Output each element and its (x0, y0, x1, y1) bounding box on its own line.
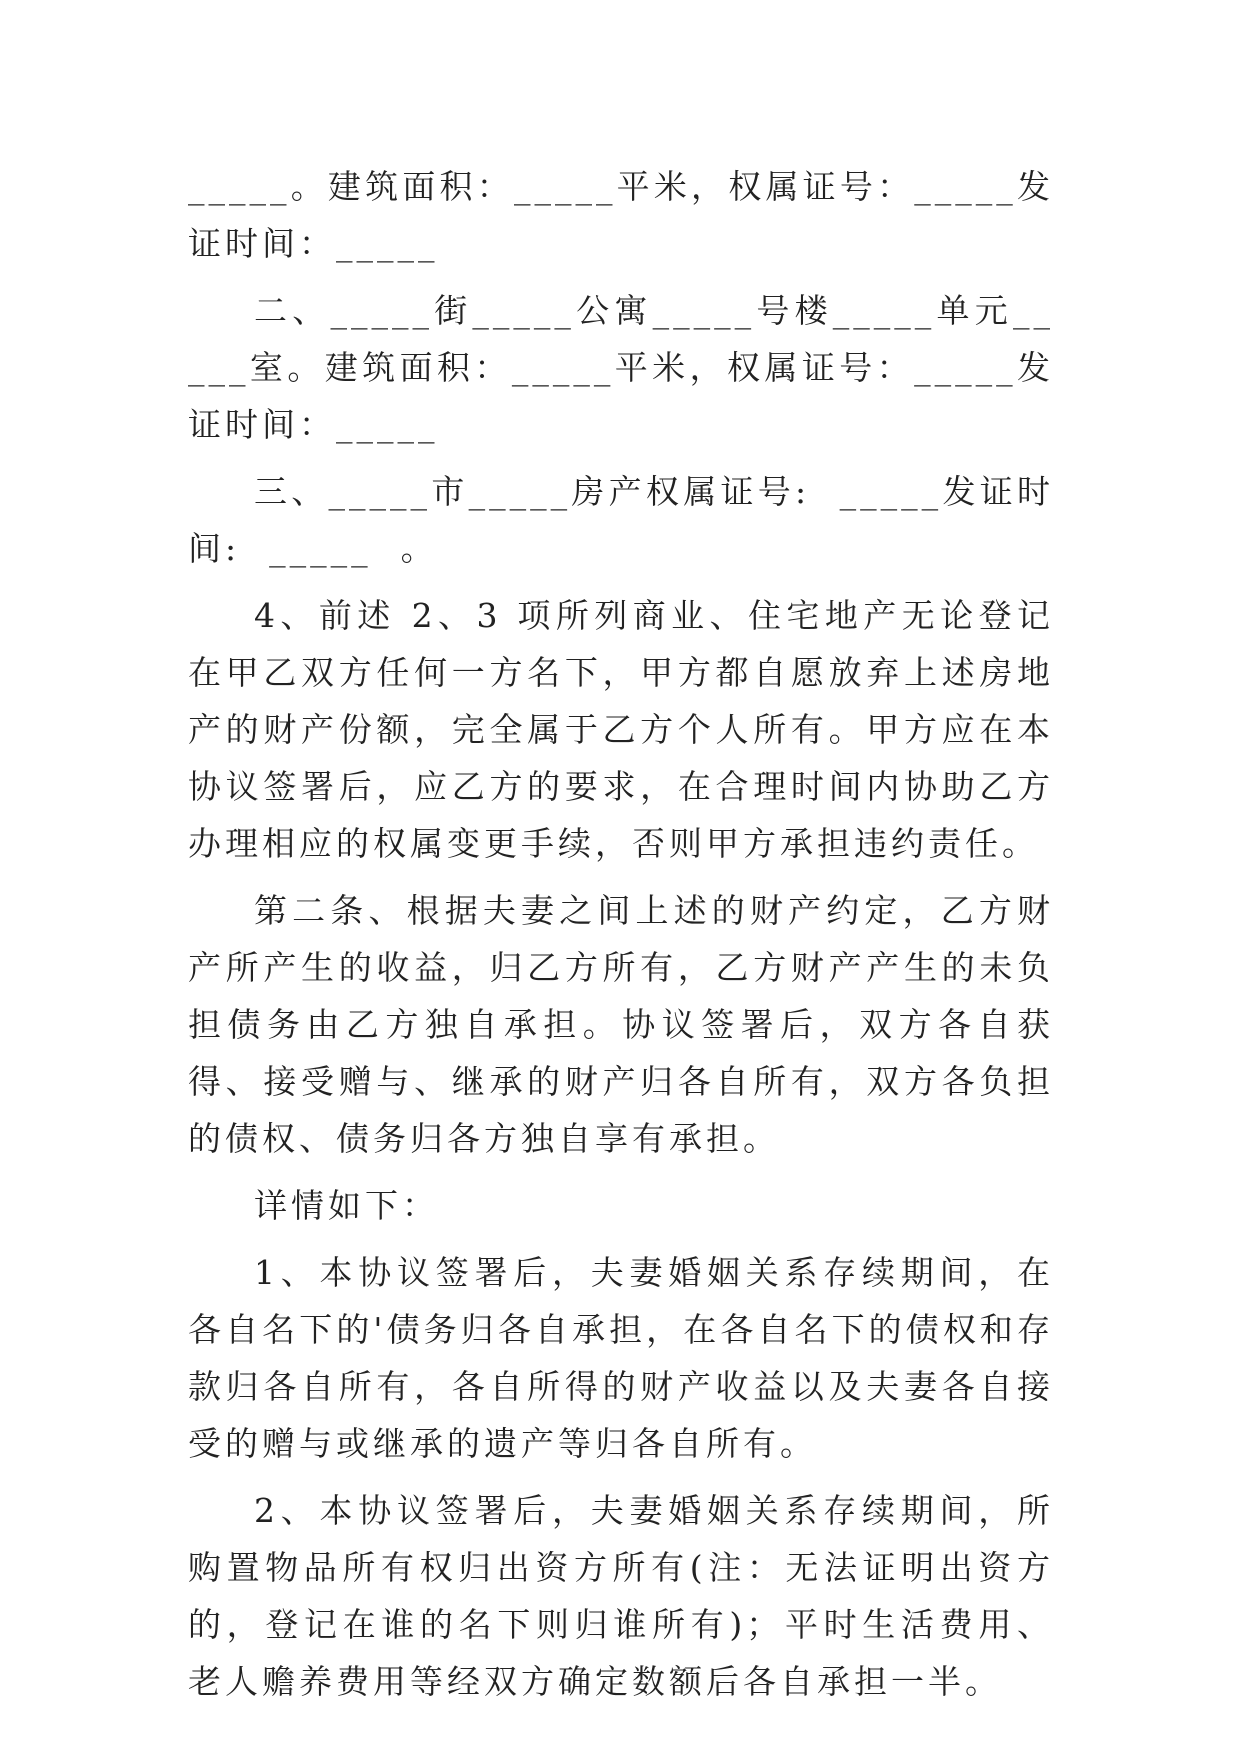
paragraph-property-one-continued: _____。建筑面积：_____平米，权属证号：_____发证时间：_____ (188, 167, 1054, 263)
document-body (188, 158, 1054, 1720)
paragraph-detail-two: 2、本协议签署后，夫妻婚姻关系存续期间，所购置物品所有权归出资方所有(注：无法证明出资方的，登记在谁的名下则归谁所有)；平时生活费用、老人赡养费用等经双方确定数额后各自承担一半。 (188, 1491, 1054, 1701)
paragraph-article-two: 第二条、根据夫妻之间上述的财产约定，乙方财产所产生的收益，归乙方所有，乙方财产产生的未负担债务由乙方独自承担。协议签署后，双方各自获得、接受赠与、继承的财产归各自所有，双方各负担的债权、债务归各方独自享有承担。 (188, 891, 1054, 1158)
paragraph-clause-four: 4、前述 2、3 项所列商业、住宅地产无论登记在甲乙双方任何一方名下，甲方都自愿放弃上述房地产的财产份额，完全属于乙方个人所有。甲方应在本协议签署后，应乙方的要求，在合理时间内协助乙方办理相应的权属变更手续，否则甲方承担违约责任。 (188, 596, 1054, 863)
paragraph-details-heading: 详情如下： (254, 1186, 439, 1225)
paragraph-detail-one: 1、本协议签署后，夫妻婚姻关系存续期间，在各自名下的'债务归各自承担，在各自名下的债权和存款归各自所有，各自所得的财产收益以及夫妻各自接受的赠与或继承的遗产等归各自所有。 (188, 1253, 1054, 1463)
paragraph-property-two: 二、_____街_____公寓_____号楼_____单元_____室。建筑面积：_____平米，权属证号：_____发证时间：_____ (188, 291, 1054, 444)
paragraph-property-three: 三、_____市_____房产权属证号: _____发证时间: _____ 。 (188, 472, 1054, 568)
